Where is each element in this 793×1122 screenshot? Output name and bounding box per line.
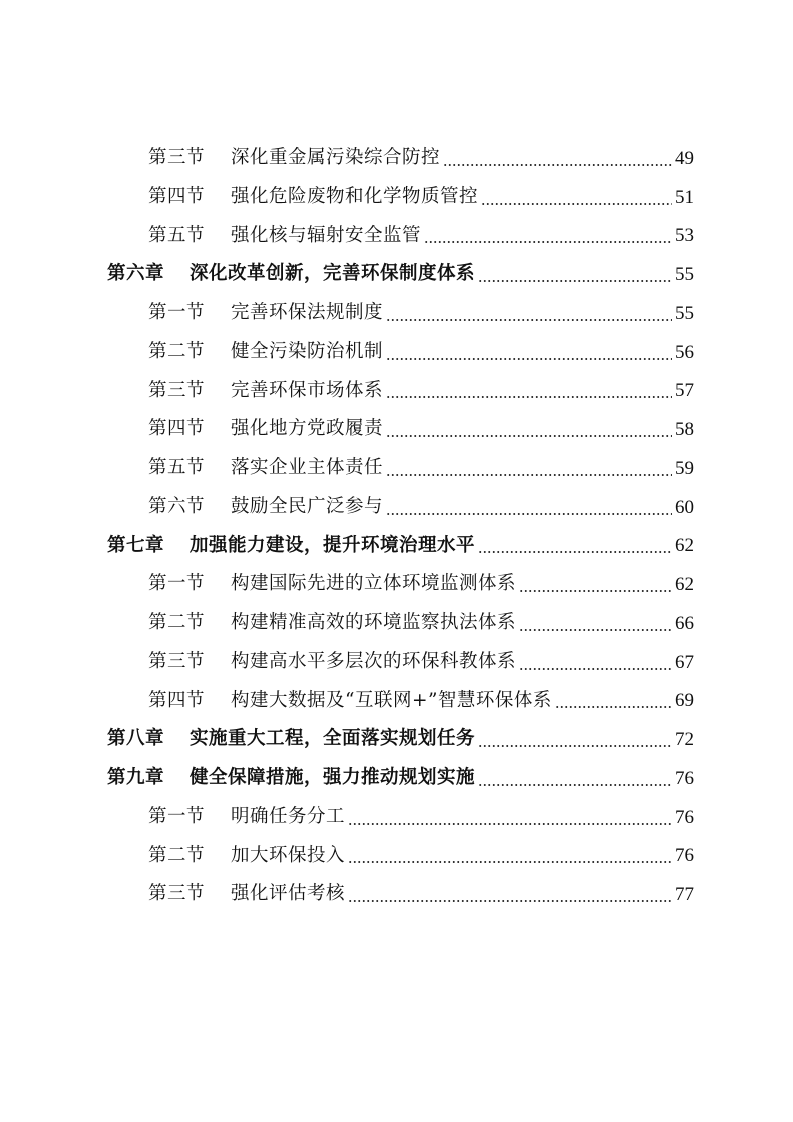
table-of-contents bbox=[0, 139, 793, 914]
toc-section-number: 第五节 bbox=[148, 224, 206, 246]
toc-section-number: 第二节 bbox=[148, 612, 206, 634]
toc-section-number: 第一节 bbox=[148, 302, 206, 324]
toc-page-number: 55 bbox=[675, 302, 694, 324]
toc-page-number: 67 bbox=[675, 651, 694, 673]
toc-entry-title: 健全污染防治机制 bbox=[231, 340, 384, 362]
toc-entry-chapter[interactable] bbox=[0, 720, 793, 759]
toc-entry-title: 实施重大工程，全面落实规划任务 bbox=[190, 728, 476, 750]
dot-leader bbox=[348, 900, 672, 902]
toc-entry-chapter[interactable] bbox=[0, 255, 793, 294]
toc-section-number: 第四节 bbox=[148, 418, 206, 440]
toc-entry-title: 强化危险废物和化学物质管控 bbox=[231, 185, 479, 207]
toc-section-number: 第三节 bbox=[148, 650, 206, 672]
dot-leader bbox=[478, 280, 672, 282]
toc-section-number: 第一节 bbox=[148, 573, 206, 595]
toc-section-number: 第六节 bbox=[148, 495, 206, 517]
dot-leader bbox=[519, 590, 672, 592]
toc-page-number: 53 bbox=[675, 225, 694, 247]
toc-page-number: 76 bbox=[675, 806, 694, 828]
toc-chapter-number: 第六章 bbox=[107, 263, 165, 285]
toc-section-number: 第三节 bbox=[148, 379, 206, 401]
toc-entry-section[interactable] bbox=[0, 139, 793, 178]
dot-leader bbox=[519, 629, 672, 631]
toc-page-number: 58 bbox=[675, 419, 694, 441]
toc-entry-title: 强化地方党政履责 bbox=[231, 418, 384, 440]
dot-leader bbox=[424, 241, 672, 243]
toc-section-number: 第一节 bbox=[148, 805, 206, 827]
dot-leader bbox=[478, 745, 672, 747]
toc-section-number: 第二节 bbox=[148, 340, 206, 362]
dot-leader bbox=[386, 319, 672, 321]
toc-entry-title: 加强能力建设，提升环境治理水平 bbox=[190, 534, 476, 556]
toc-page-number: 76 bbox=[675, 767, 694, 789]
toc-entry-title: 完善环保法规制度 bbox=[231, 302, 384, 324]
dot-leader bbox=[386, 435, 672, 437]
dot-leader bbox=[478, 551, 672, 553]
toc-section-number: 第四节 bbox=[148, 185, 206, 207]
toc-entry-title: 构建大数据及“互联网+”智慧环保体系 bbox=[231, 689, 552, 711]
toc-page-number: 55 bbox=[675, 264, 694, 286]
toc-page-number: 57 bbox=[675, 380, 694, 402]
toc-chapter-number: 第八章 bbox=[107, 728, 165, 750]
toc-page-number: 66 bbox=[675, 612, 694, 634]
toc-entry-title: 鼓励全民广泛参与 bbox=[231, 495, 384, 517]
toc-entry-section[interactable] bbox=[0, 604, 793, 643]
toc-section-number: 第四节 bbox=[148, 689, 206, 711]
dot-leader bbox=[386, 513, 672, 515]
dot-leader bbox=[443, 164, 672, 166]
toc-entry-section[interactable] bbox=[0, 565, 793, 604]
toc-entry-title: 强化评估考核 bbox=[231, 883, 346, 905]
toc-entry-section[interactable] bbox=[0, 798, 793, 837]
toc-page-number: 60 bbox=[675, 496, 694, 518]
toc-entry-title: 健全保障措施，强力推动规划实施 bbox=[190, 767, 476, 789]
toc-entry-title: 落实企业主体责任 bbox=[231, 457, 384, 479]
toc-entry-title: 加大环保投入 bbox=[231, 844, 346, 866]
dot-leader bbox=[481, 203, 672, 205]
toc-entry-title: 明确任务分工 bbox=[231, 805, 346, 827]
toc-entry-title: 构建国际先进的立体环境监测体系 bbox=[231, 573, 517, 595]
toc-entry-section[interactable] bbox=[0, 217, 793, 256]
dot-leader bbox=[386, 474, 672, 476]
toc-entry-title: 构建高水平多层次的环保科教体系 bbox=[231, 650, 517, 672]
toc-entry-section[interactable] bbox=[0, 410, 793, 449]
toc-section-number: 第三节 bbox=[148, 147, 206, 169]
toc-entry-section[interactable] bbox=[0, 837, 793, 876]
dot-leader bbox=[519, 668, 672, 670]
toc-page-number: 51 bbox=[675, 186, 694, 208]
toc-page-number: 49 bbox=[675, 147, 694, 169]
toc-page-number: 69 bbox=[675, 690, 694, 712]
toc-entry-section[interactable] bbox=[0, 682, 793, 721]
toc-page-number: 62 bbox=[675, 574, 694, 596]
dot-leader bbox=[386, 396, 672, 398]
dot-leader bbox=[348, 823, 672, 825]
toc-page-number: 76 bbox=[675, 845, 694, 867]
toc-page-number: 59 bbox=[675, 457, 694, 479]
toc-section-number: 第三节 bbox=[148, 883, 206, 905]
toc-section-number: 第二节 bbox=[148, 844, 206, 866]
toc-entry-title: 深化改革创新，完善环保制度体系 bbox=[190, 263, 476, 285]
dot-leader bbox=[478, 784, 672, 786]
toc-entry-title: 构建精准高效的环境监察执法体系 bbox=[231, 612, 517, 634]
toc-chapter-number: 第七章 bbox=[107, 534, 165, 556]
dot-leader bbox=[555, 706, 672, 708]
toc-entry-section[interactable] bbox=[0, 875, 793, 914]
toc-page-number: 77 bbox=[675, 884, 694, 906]
toc-entry-section[interactable] bbox=[0, 488, 793, 527]
toc-entry-section[interactable] bbox=[0, 333, 793, 372]
toc-entry-chapter[interactable] bbox=[0, 527, 793, 566]
toc-entry-section[interactable] bbox=[0, 294, 793, 333]
toc-entry-chapter[interactable] bbox=[0, 759, 793, 798]
toc-page-number: 62 bbox=[675, 535, 694, 557]
toc-entry-section[interactable] bbox=[0, 178, 793, 217]
toc-page-number: 72 bbox=[675, 729, 694, 751]
toc-entry-title: 完善环保市场体系 bbox=[231, 379, 384, 401]
toc-chapter-number: 第九章 bbox=[107, 767, 165, 789]
toc-entry-section[interactable] bbox=[0, 643, 793, 682]
dot-leader bbox=[348, 861, 672, 863]
toc-entry-title: 强化核与辐射安全监管 bbox=[231, 224, 422, 246]
toc-entry-title: 深化重金属污染综合防控 bbox=[231, 147, 441, 169]
toc-section-number: 第五节 bbox=[148, 457, 206, 479]
dot-leader bbox=[386, 358, 672, 360]
toc-entry-section[interactable] bbox=[0, 372, 793, 411]
toc-page-number: 56 bbox=[675, 341, 694, 363]
toc-entry-section[interactable] bbox=[0, 449, 793, 488]
